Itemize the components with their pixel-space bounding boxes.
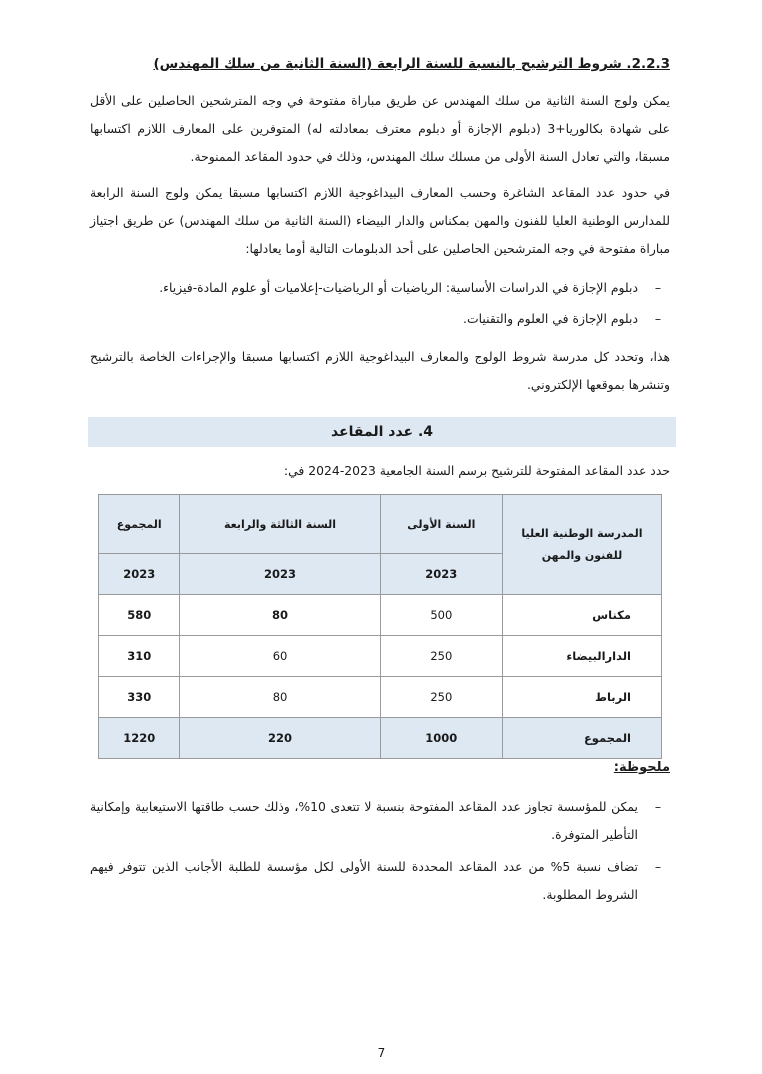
note-item: [90, 853, 670, 909]
header-year-label: 2023: [380, 554, 502, 595]
section-title: 4. عدد المقاعد: [330, 424, 434, 440]
note-title: ملحوظة:: [613, 760, 670, 775]
header-year1: السنة الأولى: [380, 495, 502, 554]
dash-icon: –: [654, 280, 662, 295]
cell-year1: 250: [380, 636, 502, 677]
header-school: المدرسة الوطنية العليا للفنون والمهن: [503, 495, 662, 595]
table-row: [99, 677, 662, 718]
cell-year34: 80: [180, 595, 380, 636]
cell-total: 580: [99, 595, 180, 636]
note-text: يمكن للمؤسسة تجاوز عدد المقاعد المفتوحة بنسبة لا تتعدى 10%، وذلك حسب طاقتها الاستيعابية وإمكانية التأطير المتوفرة.: [90, 799, 638, 842]
table-intro: حدد عدد المقاعد المفتوحة للترشيح برسم السنة الجامعية 2023-2024 في:: [283, 463, 670, 478]
cell-total: 330: [99, 677, 180, 718]
seats-table: [98, 494, 662, 759]
dash-icon: –: [654, 799, 662, 814]
section-title-bar: [88, 417, 676, 447]
note-text: تضاف نسبة 5% من عدد المقاعد المحددة للسنة الأولى لكل مؤسسة للطلبة الأجانب الذين تتوفر فيهم الشروط المطلوبة.: [90, 859, 638, 902]
header-year-label: 2023: [99, 554, 180, 595]
cell-grand-total: 1220: [99, 718, 180, 759]
bullet-text: دبلوم الإجازة في العلوم والتقنيات.: [463, 311, 638, 326]
cell-school: مكناس: [503, 595, 662, 636]
paragraph-3: هذا، وتحدد كل مدرسة شروط الولوج والمعارف البيداغوجية اللازم اكتسابها مسبقا والإجراءات الخاصة بالترشيح وتنشرها بموقعها الإلكتروني.: [90, 349, 670, 392]
table-row: [99, 636, 662, 677]
dash-icon: –: [654, 859, 662, 874]
cell-year1: 250: [380, 677, 502, 718]
cell-school: الدارالبيضاء: [503, 636, 662, 677]
table-row: [99, 595, 662, 636]
bullet-item: [90, 305, 670, 333]
dash-icon: –: [654, 311, 662, 326]
page-number: 7: [377, 1046, 386, 1060]
paragraph-1: يمكن ولوج السنة الثانية من سلك المهندس عن طريق مباراة مفتوحة في وجه المترشحين الحاصلين على الأقل على شهادة بكالوريا+3 (دبلوم الإجازة أو دبلوم معترف بمعادلته له) المتوفرين على المعارف اللازم اكتسابها مسبقا، والتي تعادل السنة الأولى من مسلك سلك المهندس، وذلك في حدود المقاعد الممنوحة.: [90, 93, 670, 164]
cell-year1-total: 1000: [380, 718, 502, 759]
cell-year34: 60: [180, 636, 380, 677]
section-heading-2-2-3: 2.2.3. شروط الترشيح بالنسبة للسنة الرابعة (السنة الثانية من سلك المهندس): [153, 56, 670, 72]
header-year34: السنة الثالثة والرابعة: [180, 495, 380, 554]
header-total: المجموع: [99, 495, 180, 554]
cell-total-label: المجموع: [503, 718, 662, 759]
note-item: [90, 793, 670, 849]
cell-year34: 80: [180, 677, 380, 718]
bullet-text: دبلوم الإجازة في الدراسات الأساسية: الرياضيات أو الرياضيات-إعلاميات أو علوم المادة-فيزياء.: [159, 280, 638, 295]
cell-total: 310: [99, 636, 180, 677]
cell-year34-total: 220: [180, 718, 380, 759]
table-total-row: [99, 718, 662, 759]
bullet-item: [90, 274, 670, 302]
paragraph-2: في حدود عدد المقاعد الشاغرة وحسب المعارف البيداغوجية اللازم اكتسابها مسبقا يمكن ولوج السنة الرابعة للمدارس الوطنية العليا للفنون والمهن بمكناس والدار البيضاء (السنة الثانية من سلك المهندس) عن طريق اجتياز مباراة مفتوحة في وجه المترشحين الحاصلين على أحد الدبلومات التالية أوما يعادلها:: [90, 185, 670, 256]
header-year-label: 2023: [180, 554, 380, 595]
cell-year1: 500: [380, 595, 502, 636]
cell-school: الرباط: [503, 677, 662, 718]
